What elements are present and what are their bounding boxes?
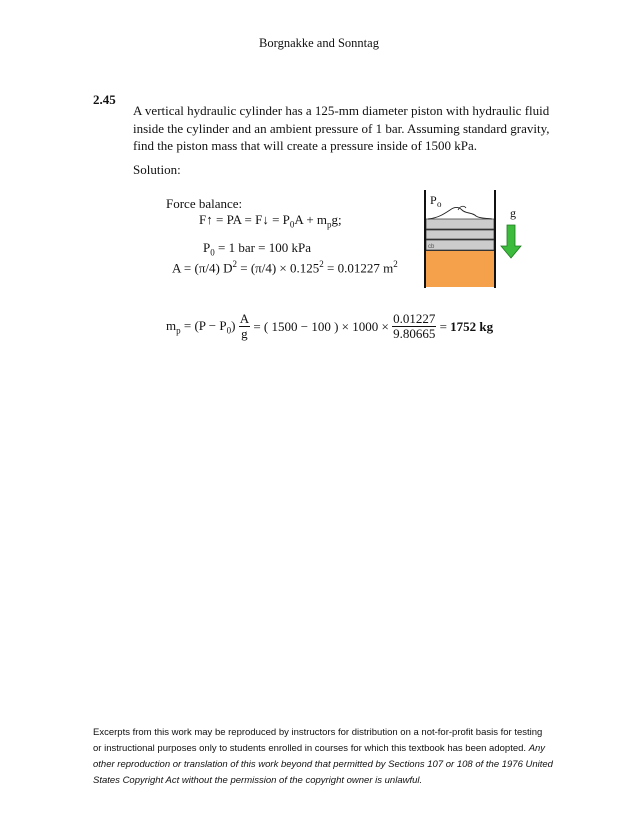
fraction-area-over-g	[239, 312, 250, 341]
fraction-numerator: A	[239, 311, 250, 326]
eq-subscript: 0	[210, 247, 215, 258]
eq-part: = 1 bar = 100 kPa	[214, 240, 311, 255]
piston-mass-equation	[166, 312, 493, 360]
hydraulic-cylinder-figure	[418, 188, 538, 288]
p0-label: P	[430, 193, 437, 207]
ambient-pressure-equation	[203, 240, 311, 258]
up-arrow-icon: ↑	[206, 212, 213, 227]
g-label: g	[510, 206, 516, 220]
eq-subscript: p	[327, 219, 332, 230]
eq-superscript: 2	[232, 259, 237, 269]
eq-subscript: p	[176, 325, 181, 336]
fraction-numerator: 0.01227	[393, 311, 436, 326]
solution-label: Solution:	[133, 162, 181, 177]
piston-top-layer	[426, 219, 494, 229]
problem-statement	[133, 102, 553, 155]
eq-part: m	[166, 317, 177, 333]
fraction-values	[392, 312, 436, 341]
gravity-arrow-icon	[501, 225, 521, 258]
area-equation	[172, 259, 398, 276]
eq-part: g;	[331, 212, 342, 227]
down-arrow-icon: ↓	[262, 212, 269, 227]
eq-part: = 0.01227 m	[323, 260, 394, 276]
page-header: Borgnakke and Sonntag	[259, 36, 379, 50]
copyright-footer	[93, 725, 553, 789]
eq-part: A + m	[294, 212, 328, 227]
fraction-denominator: g	[241, 326, 248, 341]
eq-superscript: 2	[393, 259, 398, 269]
eq-subscript: 0	[289, 219, 295, 230]
force-balance-label: Force balance:	[166, 196, 243, 211]
force-balance-equation	[199, 212, 342, 230]
problem-line: find the piston mass that will create a pressure inside of 1500 kPa.	[133, 138, 478, 153]
hydraulic-fluid	[426, 251, 494, 287]
eq-part: P	[203, 240, 211, 255]
problem-line: A vertical hydraulic cylinder has a 125-mm diameter piston with hydraulic fluid	[133, 103, 550, 118]
eq-part: A = (π/4) D	[172, 260, 233, 276]
p0-subscript: o	[437, 199, 442, 209]
load-outline	[428, 207, 492, 219]
eq-subscript: 0	[226, 325, 232, 336]
footer-italic-text: Any other reproduction or translation of this work beyond that permitted by Sections 107 or 108 of the 1976 United States Copyright Act without the permission of the copyright owner is unlawful.	[93, 743, 553, 786]
problem-line: inside the cylinder and an ambient pressure of 1 bar. Assuming standard gravity,	[133, 120, 550, 136]
eq-part: = ( 1500 − 100 ) × 1000 ×	[253, 318, 389, 334]
eq-part: =	[439, 318, 447, 334]
problem-number: 2.45	[93, 92, 116, 107]
mass-result: 1752 kg	[450, 318, 494, 334]
eq-part: F	[199, 212, 207, 227]
piston-middle-layer	[426, 230, 494, 239]
eq-part: = P	[268, 212, 290, 227]
eq-part: )	[231, 317, 236, 333]
eq-part: = (P − P	[180, 317, 227, 333]
piston-bottom-layer	[426, 240, 494, 250]
footer-text: Excerpts from this work may be reproduced by instructors for distribution on a not-for-profit basis for testing or instructional purposes only to students enrolled in courses for which this textbook has been adopted.	[93, 727, 543, 754]
fraction-denominator: 9.80665	[393, 326, 436, 341]
eq-part: = (π/4) × 0.125	[236, 260, 320, 276]
eq-part: = PA = F	[212, 212, 263, 227]
cb-label: cb	[428, 244, 435, 250]
eq-superscript: 2	[319, 259, 324, 269]
eq-part	[166, 318, 235, 336]
